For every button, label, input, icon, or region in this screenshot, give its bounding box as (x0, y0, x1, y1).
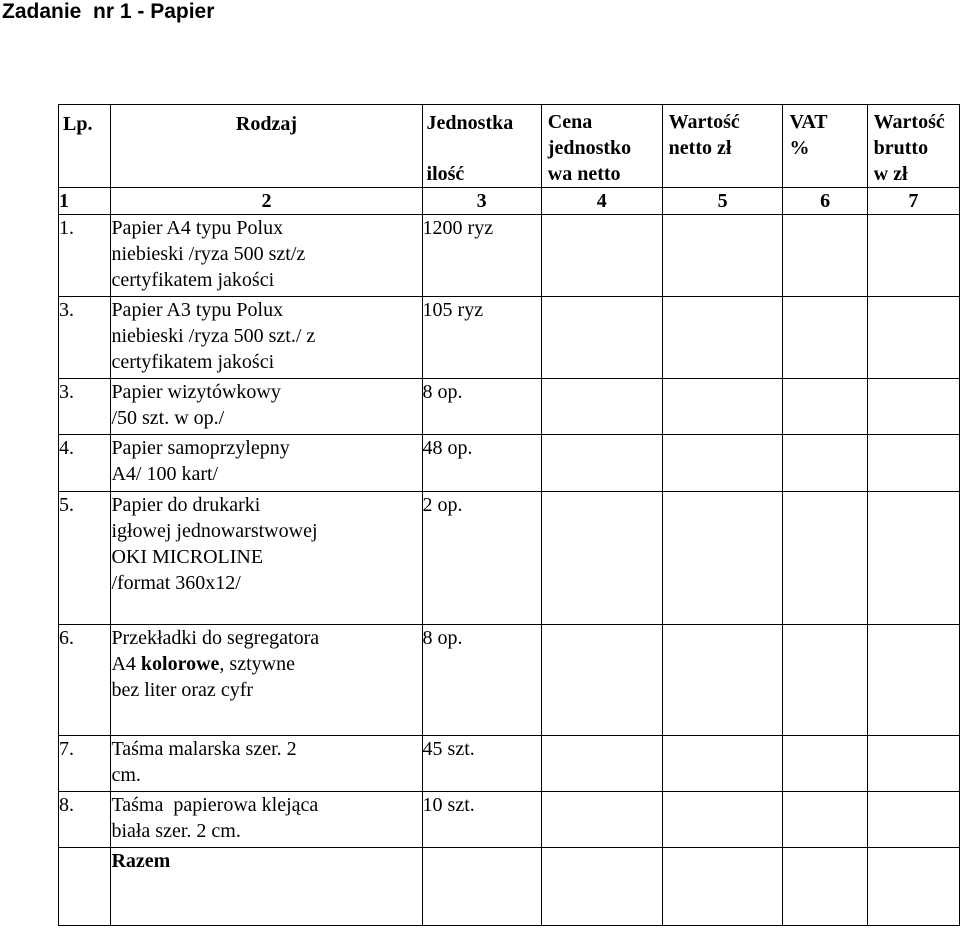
row-lp: 4. (59, 435, 111, 492)
column-number: 1 (59, 188, 111, 215)
row-rodzaj: Papier A4 typu Polux niebieski /ryza 500 szt/z certyfikatem jakości (111, 215, 422, 297)
row-rodzaj: Papier samoprzylepny A4/ 100 kart/ (111, 435, 422, 492)
row-wartosc-netto (662, 435, 783, 492)
row-cena (541, 492, 662, 625)
row-vat (783, 792, 867, 848)
column-number: 6 (783, 188, 867, 215)
row-lp: 5. (59, 492, 111, 625)
row-lp: 6. (59, 625, 111, 736)
row-cena (541, 435, 662, 492)
row-rodzaj: Przekładki do segregatora A4 kolorowe, sztywne bez liter oraz cyfr (111, 625, 422, 736)
order-table (58, 104, 960, 926)
row-vat (783, 379, 867, 435)
row-wartosc-brutto (867, 492, 959, 625)
total-row (59, 848, 960, 926)
row-vat (783, 736, 867, 792)
row-ilosc: 8 op. (422, 379, 541, 435)
row-rodzaj: Taśma malarska szer. 2 cm. (111, 736, 422, 792)
table-row (59, 736, 960, 792)
row-ilosc: 45 szt. (422, 736, 541, 792)
row-wartosc-brutto (867, 215, 959, 297)
total-ilosc (422, 848, 541, 926)
total-wartosc-netto (662, 848, 783, 926)
row-ilosc: 2 op. (422, 492, 541, 625)
row-wartosc-brutto (867, 792, 959, 848)
row-cena (541, 215, 662, 297)
table-row (59, 297, 960, 379)
row-vat (783, 435, 867, 492)
total-cena (541, 848, 662, 926)
row-cena (541, 297, 662, 379)
header-row (59, 105, 960, 188)
header-wartosc-brutto: Wartość brutto w zł (867, 105, 959, 188)
row-cena (541, 625, 662, 736)
row-rodzaj: Papier do drukarki igłowej jednowarstwowej OKI MICROLINE /format 360x12/ (111, 492, 422, 625)
table-row (59, 492, 960, 625)
row-vat (783, 215, 867, 297)
table-row (59, 379, 960, 435)
row-wartosc-netto (662, 792, 783, 848)
column-number: 5 (662, 188, 783, 215)
row-wartosc-brutto (867, 297, 959, 379)
column-number: 2 (111, 188, 422, 215)
row-wartosc-netto (662, 215, 783, 297)
row-wartosc-netto (662, 625, 783, 736)
header-jednostka (422, 105, 541, 188)
row-lp: 3. (59, 379, 111, 435)
document-title: Zadanie nr 1 - Papier (2, 0, 215, 23)
row-vat (783, 492, 867, 625)
row-wartosc-brutto (867, 736, 959, 792)
row-wartosc-netto (662, 492, 783, 625)
total-lp (59, 848, 111, 926)
row-ilosc: 10 szt. (422, 792, 541, 848)
column-number-row (59, 188, 960, 215)
header-rodzaj: Rodzaj (111, 105, 422, 188)
column-number: 7 (867, 188, 959, 215)
row-vat (783, 297, 867, 379)
row-wartosc-netto (662, 736, 783, 792)
row-wartosc-netto (662, 379, 783, 435)
row-wartosc-brutto (867, 625, 959, 736)
header-vat: VAT % (783, 105, 867, 188)
row-wartosc-brutto (867, 435, 959, 492)
row-wartosc-brutto (867, 379, 959, 435)
row-cena (541, 736, 662, 792)
row-cena (541, 792, 662, 848)
row-wartosc-netto (662, 297, 783, 379)
header-wartosc-netto: Wartość netto zł (662, 105, 783, 188)
row-lp: 3. (59, 297, 111, 379)
row-cena (541, 379, 662, 435)
row-rodzaj: Taśma papierowa klejąca biała szer. 2 cm. (111, 792, 422, 848)
header-lp: Lp. (59, 105, 111, 188)
column-number: 4 (541, 188, 662, 215)
row-ilosc: 105 ryz (422, 297, 541, 379)
header-jednostka-line1: Jednostka (426, 112, 514, 134)
header-cena: Cena jednostko wa netto (541, 105, 662, 188)
row-lp: 7. (59, 736, 111, 792)
total-label: Razem (111, 848, 422, 926)
row-ilosc: 8 op. (422, 625, 541, 736)
table-row (59, 435, 960, 492)
row-rodzaj: Papier wizytówkowy /50 szt. w op./ (111, 379, 422, 435)
total-wartosc-brutto (867, 848, 959, 926)
table-row (59, 625, 960, 736)
row-lp: 8. (59, 792, 111, 848)
row-rodzaj: Papier A3 typu Polux niebieski /ryza 500 szt./ z certyfikatem jakości (111, 297, 422, 379)
row-ilosc: 1200 ryz (422, 215, 541, 297)
column-number: 3 (422, 188, 541, 215)
header-jednostka-line2: ilość (426, 163, 465, 185)
row-lp: 1. (59, 215, 111, 297)
table-row (59, 792, 960, 848)
row-ilosc: 48 op. (422, 435, 541, 492)
row-vat (783, 625, 867, 736)
table-row (59, 215, 960, 297)
total-vat (783, 848, 867, 926)
